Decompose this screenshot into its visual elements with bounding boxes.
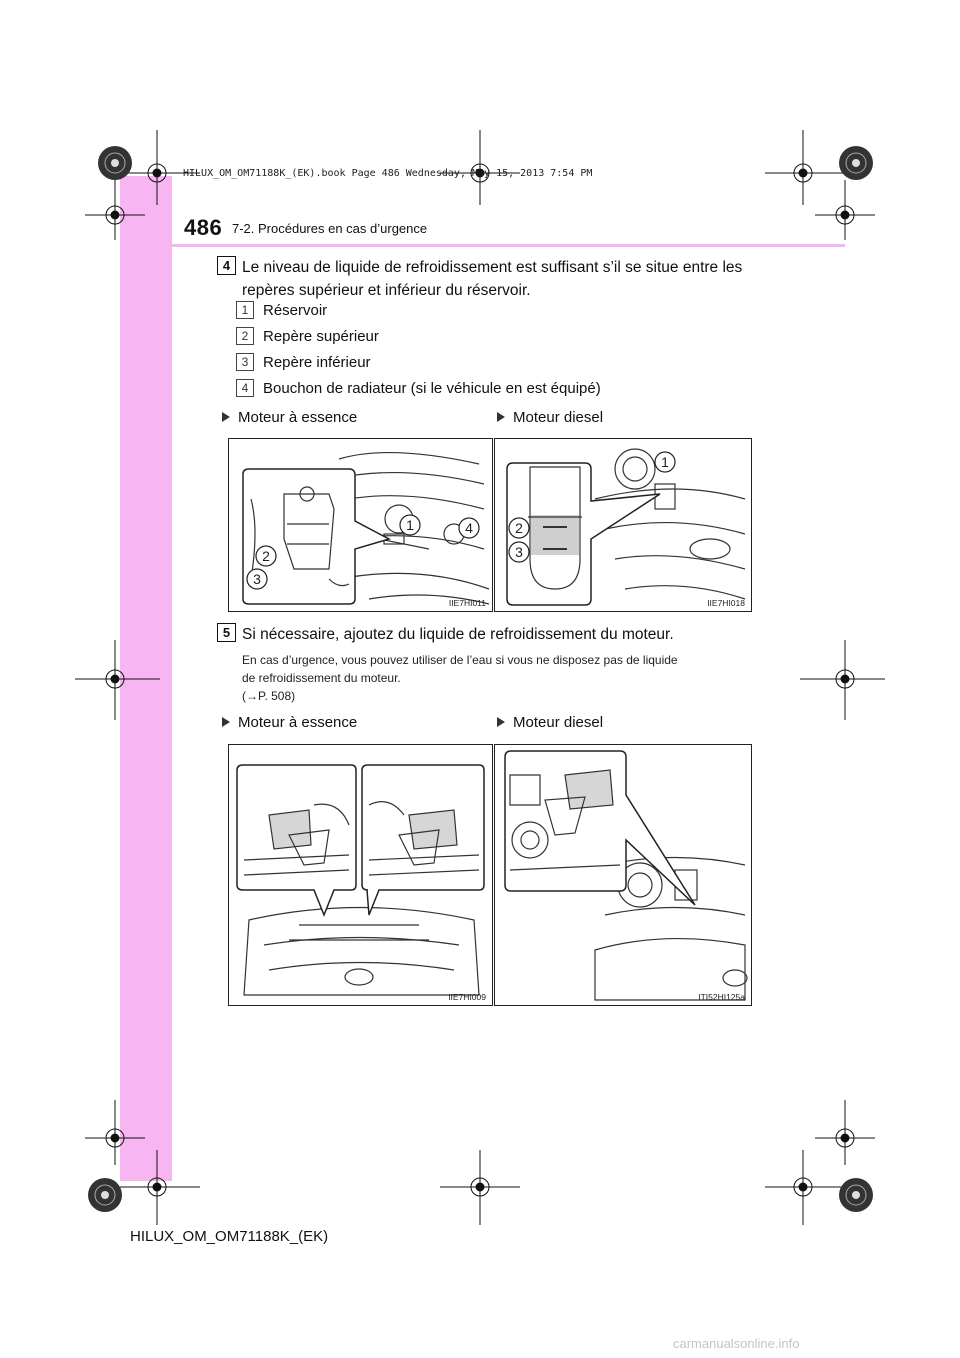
figure-diesel-refill <box>494 744 752 1006</box>
footer-doc-id: HILUX_OM_OM71188K_(EK) <box>130 1228 329 1245</box>
svg-text:2: 2 <box>262 548 270 564</box>
step-5-badge: 5 <box>217 623 236 642</box>
figure-diesel-reservoir <box>494 438 752 612</box>
label-text: Moteur à essence <box>238 409 358 426</box>
callout-label: Repère supérieur <box>263 328 379 345</box>
refill-illustration <box>229 745 492 1005</box>
triangle-bullet-icon <box>497 412 505 422</box>
step-5-note <box>242 651 678 705</box>
step-4-badge: 4 <box>217 256 236 275</box>
triangle-bullet-icon <box>497 717 505 727</box>
figure-petrol-reservoir <box>228 438 493 612</box>
label-text: Moteur diesel <box>513 409 604 426</box>
figure-code: ITI52HI125a <box>698 992 745 1002</box>
refill-illustration <box>495 745 751 1005</box>
callout-number: 2 <box>236 327 254 345</box>
svg-text:2: 2 <box>515 520 523 536</box>
svg-text:3: 3 <box>515 544 523 560</box>
svg-text:4: 4 <box>465 520 473 536</box>
label-text: Moteur diesel <box>513 714 604 731</box>
callout-label: Bouchon de radiateur (si le véhicule en est équipé) <box>263 380 601 397</box>
callout-label: Repère inférieur <box>263 354 371 371</box>
book-info-line: HILUX_OM_OM71188K_(EK).book Page 486 Wednesday, May 15, 2013 7:54 PM <box>183 168 593 179</box>
label-petrol-engine-2 <box>222 714 357 731</box>
callout-number: 1 <box>236 301 254 319</box>
label-petrol-engine-1 <box>222 409 357 426</box>
triangle-bullet-icon <box>222 717 230 727</box>
step-4-text <box>242 256 742 302</box>
watermark: carmanualsonline.info <box>673 1336 800 1351</box>
callout-label: Réservoir <box>263 302 328 319</box>
triangle-bullet-icon <box>222 412 230 422</box>
engine-bay-illustration <box>229 439 492 611</box>
label-text: Moteur à essence <box>238 714 358 731</box>
label-diesel-engine-2 <box>497 714 603 731</box>
page-reference: (→P. 508) <box>242 689 296 703</box>
callout-item-4 <box>236 379 601 397</box>
callout-number: 4 <box>236 379 254 397</box>
svg-text:3: 3 <box>253 571 261 587</box>
callout-item-1 <box>236 301 327 319</box>
callout-item-3 <box>236 353 371 371</box>
svg-text:1: 1 <box>406 517 414 533</box>
figure-petrol-refill <box>228 744 493 1006</box>
step-5-text: Si nécessaire, ajoutez du liquide de refroidissement du moteur. <box>242 626 674 643</box>
step-4-text-line2: repères supérieur et inférieur du réservoir. <box>242 282 531 299</box>
note-line1: En cas d’urgence, vous pouvez utiliser de l’eau si vous ne disposez pas de liquide <box>242 653 678 667</box>
figure-code: IIE7HI011 <box>448 598 486 608</box>
label-diesel-engine-1 <box>497 409 603 426</box>
figure-code: IIE7HI009 <box>448 992 486 1002</box>
engine-bay-illustration <box>495 439 751 611</box>
section-title: 7-2. Procédures en cas d’urgence <box>232 221 428 236</box>
svg-text:1: 1 <box>661 454 669 470</box>
step-4-text-line1: Le niveau de liquide de refroidissement est suffisant s’il se situe entre les <box>242 259 743 276</box>
page-number: 486 <box>184 215 223 240</box>
callout-number: 3 <box>236 353 254 371</box>
note-line2: de refroidissement du moteur. <box>242 671 401 685</box>
callout-item-2 <box>236 327 379 345</box>
figure-code: IIE7HI018 <box>707 598 745 608</box>
